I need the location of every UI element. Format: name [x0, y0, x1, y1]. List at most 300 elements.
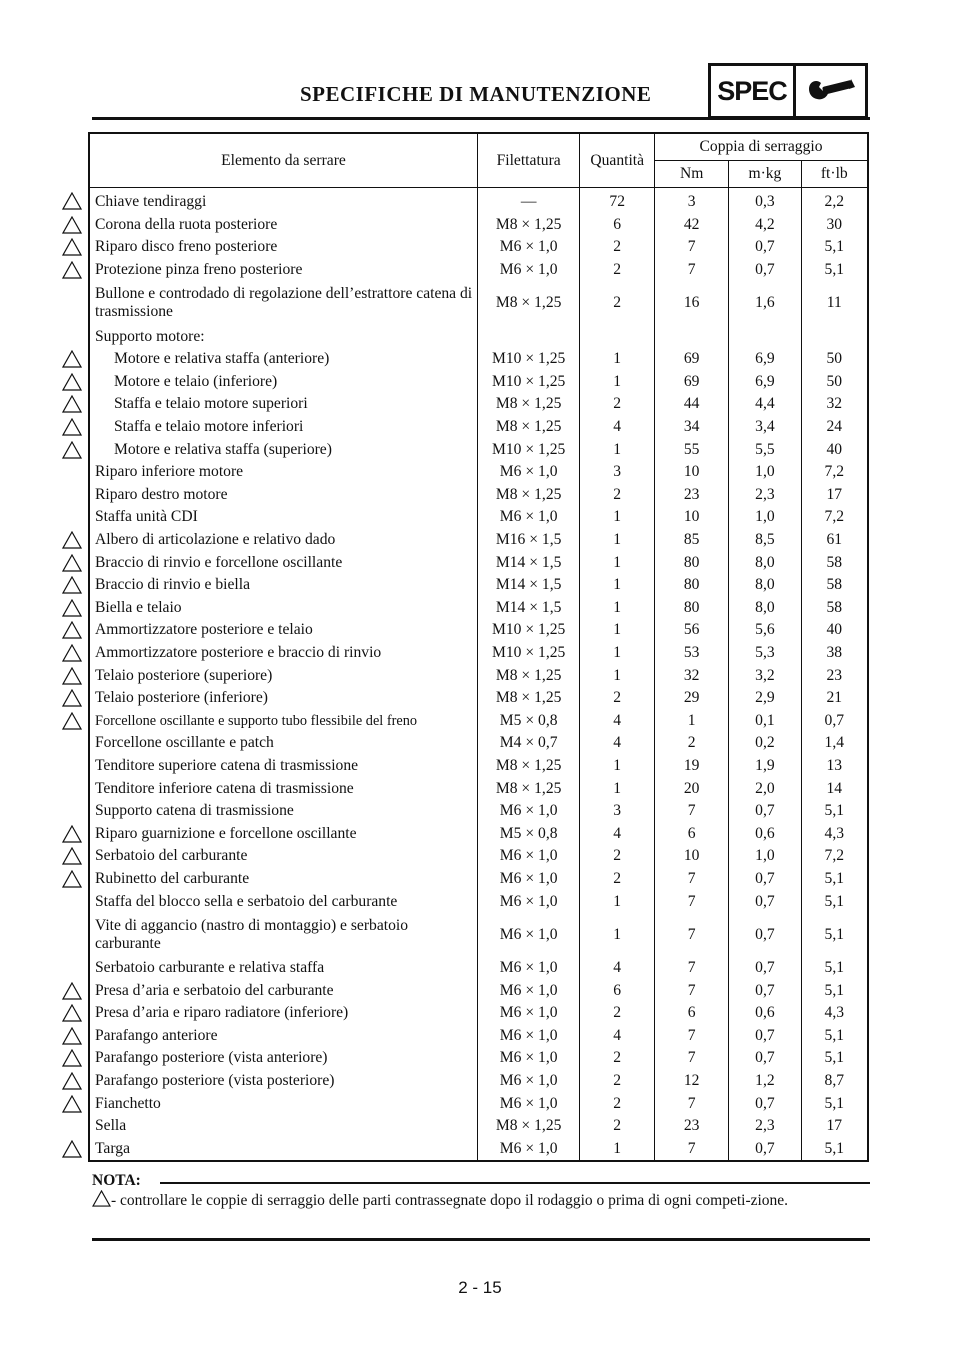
- col-header-mkg: m·kg: [729, 161, 801, 188]
- table-row: [89, 913, 868, 957]
- cell-nm: 10: [655, 845, 729, 868]
- cell-element: Riparo guarnizione e forcellone oscillante: [89, 822, 477, 845]
- cell-qty: 2: [580, 1115, 655, 1138]
- cell-qty: 2: [580, 1070, 655, 1093]
- cell-ftlb: 24: [801, 416, 868, 439]
- cell-nm: 85: [655, 529, 729, 552]
- cell-thread: M6 × 1,0: [477, 1138, 579, 1162]
- cell-thread: M8 × 1,25: [477, 755, 579, 778]
- triangle-mark-icon: [62, 373, 82, 391]
- cell-mkg: 0,1: [729, 709, 801, 732]
- cell-mkg: 3,2: [729, 664, 801, 687]
- cell-thread: M5 × 0,8: [477, 822, 579, 845]
- cell-element: Parafango anteriore: [89, 1025, 477, 1048]
- cell-nm: 3: [655, 188, 729, 214]
- cell-element: Motore e relativa staffa (superiore): [89, 438, 477, 461]
- cell-nm: 34: [655, 416, 729, 439]
- triangle-mark-icon: [62, 441, 82, 459]
- col-header-torque: Coppia di serraggio: [655, 133, 868, 161]
- triangle-mark-icon: [62, 350, 82, 368]
- cell-element: Riparo inferiore motore: [89, 461, 477, 484]
- cell-nm: 12: [655, 1070, 729, 1093]
- cell-qty: 1: [580, 890, 655, 913]
- cell-ftlb: 1,4: [801, 732, 868, 755]
- cell-mkg: 5,5: [729, 438, 801, 461]
- page-number: 2 - 15: [458, 1278, 502, 1297]
- cell-nm: 55: [655, 438, 729, 461]
- cell-qty: 1: [580, 664, 655, 687]
- mark-column: [62, 0, 86, 1358]
- cell-thread: M14 × 1,5: [477, 597, 579, 620]
- cell-qty: 1: [580, 371, 655, 394]
- cell-thread: M4 × 0,7: [477, 732, 579, 755]
- cell-nm: 69: [655, 371, 729, 394]
- cell-mkg: 1,0: [729, 845, 801, 868]
- cell-ftlb: 5,1: [801, 913, 868, 957]
- cell-nm: 7: [655, 236, 729, 259]
- cell-thread: M8 × 1,25: [477, 484, 579, 507]
- cell-nm: 19: [655, 755, 729, 778]
- cell-thread: M6 × 1,0: [477, 800, 579, 823]
- triangle-mark-icon: [62, 261, 82, 279]
- table-row: [89, 979, 868, 1002]
- cell-ftlb: 0,7: [801, 709, 868, 732]
- cell-thread: M6 × 1,0: [477, 1002, 579, 1025]
- cell-ftlb: 5,1: [801, 1025, 868, 1048]
- cell-mkg: 0,7: [729, 957, 801, 980]
- wrench-icon: [805, 75, 857, 111]
- cell-element: Albero di articolazione e relativo dado: [89, 529, 477, 552]
- cell-nm: 7: [655, 1025, 729, 1048]
- cell-element: Staffa unità CDI: [89, 506, 477, 529]
- cell-qty: 2: [580, 484, 655, 507]
- cell-thread: [477, 325, 579, 348]
- cell-ftlb: 61: [801, 529, 868, 552]
- col-header-ftlb: ft·lb: [801, 161, 868, 188]
- cell-element: Staffa del blocco sella e serbatoio del carburante: [89, 890, 477, 913]
- cell-mkg: 0,6: [729, 1002, 801, 1025]
- cell-ftlb: 5,1: [801, 259, 868, 282]
- cell-element: Biella e telaio: [89, 597, 477, 620]
- page-title: SPECIFICHE DI MANUTENZIONE: [300, 82, 652, 106]
- cell-mkg: 0,7: [729, 236, 801, 259]
- cell-ftlb: 8,7: [801, 1070, 868, 1093]
- cell-element: Vite di aggancio (nastro di montaggio) e serbatoio carburante: [89, 913, 477, 957]
- cell-qty: 2: [580, 393, 655, 416]
- table-row: [89, 597, 868, 620]
- cell-thread: M10 × 1,25: [477, 642, 579, 665]
- cell-nm: 42: [655, 214, 729, 237]
- cell-mkg: 1,6: [729, 281, 801, 325]
- cell-qty: 1: [580, 529, 655, 552]
- triangle-mark-icon: [62, 982, 82, 1000]
- cell-nm: 80: [655, 597, 729, 620]
- cell-qty: 4: [580, 416, 655, 439]
- cell-nm: 7: [655, 868, 729, 891]
- table-row: [89, 642, 868, 665]
- table-row: [89, 687, 868, 710]
- cell-nm: 80: [655, 551, 729, 574]
- cell-mkg: 0,7: [729, 1092, 801, 1115]
- table-row: [89, 957, 868, 980]
- triangle-mark-icon: [62, 531, 82, 549]
- cell-element: Forcellone oscillante e supporto tubo flessibile del freno: [89, 709, 477, 732]
- cell-ftlb: 50: [801, 348, 868, 371]
- cell-nm: 80: [655, 574, 729, 597]
- triangle-mark-icon: [62, 689, 82, 707]
- table-row: [89, 281, 868, 325]
- cell-ftlb: 38: [801, 642, 868, 665]
- triangle-mark-icon: [62, 644, 82, 662]
- cell-ftlb: 58: [801, 574, 868, 597]
- cell-mkg: 8,0: [729, 597, 801, 620]
- cell-ftlb: 5,1: [801, 890, 868, 913]
- cell-mkg: 1,0: [729, 506, 801, 529]
- cell-nm: 53: [655, 642, 729, 665]
- cell-thread: M10 × 1,25: [477, 619, 579, 642]
- cell-nm: 6: [655, 822, 729, 845]
- cell-thread: M6 × 1,0: [477, 890, 579, 913]
- cell-thread: M8 × 1,25: [477, 281, 579, 325]
- triangle-mark-icon: [62, 395, 82, 413]
- cell-nm: 16: [655, 281, 729, 325]
- cell-nm: [655, 325, 729, 348]
- cell-nm: 7: [655, 1092, 729, 1115]
- cell-nm: 10: [655, 461, 729, 484]
- cell-element: Staffa e telaio motore inferiori: [89, 416, 477, 439]
- table-row: [89, 214, 868, 237]
- cell-nm: 10: [655, 506, 729, 529]
- cell-mkg: 8,5: [729, 529, 801, 552]
- cell-element: Protezione pinza freno posteriore: [89, 259, 477, 282]
- table-row: [89, 1138, 868, 1162]
- col-header-element: Elemento da serrare: [89, 133, 477, 188]
- cell-ftlb: 7,2: [801, 506, 868, 529]
- triangle-mark-icon: [62, 621, 82, 639]
- cell-mkg: 0,7: [729, 979, 801, 1002]
- cell-nm: 7: [655, 979, 729, 1002]
- cell-ftlb: 5,1: [801, 979, 868, 1002]
- cell-mkg: 0,7: [729, 868, 801, 891]
- triangle-mark-icon: [62, 712, 82, 730]
- note-text: [92, 1190, 868, 1212]
- cell-ftlb: 58: [801, 597, 868, 620]
- cell-thread: M6 × 1,0: [477, 1025, 579, 1048]
- table-row: [89, 484, 868, 507]
- triangle-mark-icon: [62, 1072, 82, 1090]
- cell-element: Supporto motore:: [89, 325, 477, 348]
- cell-qty: 1: [580, 574, 655, 597]
- cell-thread: M6 × 1,0: [477, 957, 579, 980]
- cell-element: Fianchetto: [89, 1092, 477, 1115]
- cell-qty: 1: [580, 619, 655, 642]
- table-row: [89, 325, 868, 348]
- cell-ftlb: 4,3: [801, 1002, 868, 1025]
- cell-element: Corona della ruota posteriore: [89, 214, 477, 237]
- cell-element: Targa: [89, 1138, 477, 1162]
- cell-ftlb: 32: [801, 393, 868, 416]
- table-row: [89, 371, 868, 394]
- cell-element: Rubinetto del carburante: [89, 868, 477, 891]
- cell-element: Ammortizzatore posteriore e braccio di rinvio: [89, 642, 477, 665]
- cell-mkg: 0,7: [729, 890, 801, 913]
- cell-thread: M6 × 1,0: [477, 1092, 579, 1115]
- cell-qty: 4: [580, 732, 655, 755]
- triangle-mark-icon: [62, 1095, 82, 1113]
- cell-thread: M5 × 0,8: [477, 709, 579, 732]
- cell-element: Motore e relativa staffa (anteriore): [89, 348, 477, 371]
- cell-nm: 44: [655, 393, 729, 416]
- cell-element: Riparo destro motore: [89, 484, 477, 507]
- cell-nm: 7: [655, 259, 729, 282]
- cell-nm: 1: [655, 709, 729, 732]
- cell-ftlb: 17: [801, 1115, 868, 1138]
- cell-mkg: 2,9: [729, 687, 801, 710]
- table-row: [89, 890, 868, 913]
- cell-ftlb: 5,1: [801, 1047, 868, 1070]
- cell-mkg: 0,7: [729, 1047, 801, 1070]
- cell-mkg: 0,7: [729, 259, 801, 282]
- cell-element: Motore e telaio (inferiore): [89, 371, 477, 394]
- cell-qty: 2: [580, 845, 655, 868]
- cell-nm: 6: [655, 1002, 729, 1025]
- cell-element: Bullone e controdado di regolazione dell’estrattore catena di trasmissione: [89, 281, 477, 325]
- cell-qty: 2: [580, 1092, 655, 1115]
- cell-ftlb: 4,3: [801, 822, 868, 845]
- cell-element: Serbatoio carburante e relativa staffa: [89, 957, 477, 980]
- cell-element: Staffa e telaio motore superiori: [89, 393, 477, 416]
- cell-element: Parafango posteriore (vista anteriore): [89, 1047, 477, 1070]
- cell-nm: 7: [655, 1138, 729, 1162]
- cell-qty: 1: [580, 1138, 655, 1162]
- cell-element: Braccio di rinvio e forcellone oscillante: [89, 551, 477, 574]
- cell-qty: 1: [580, 913, 655, 957]
- table-row: [89, 777, 868, 800]
- cell-qty: 6: [580, 214, 655, 237]
- cell-thread: M14 × 1,5: [477, 574, 579, 597]
- table-row: [89, 1115, 868, 1138]
- col-header-thread: Filettatura: [477, 133, 579, 188]
- cell-element: Chiave tendiraggi: [89, 188, 477, 214]
- col-header-qty: Quantità: [580, 133, 655, 188]
- cell-qty: 4: [580, 1025, 655, 1048]
- table-row: [89, 1025, 868, 1048]
- cell-mkg: 4,2: [729, 214, 801, 237]
- cell-qty: 2: [580, 868, 655, 891]
- cell-mkg: 8,0: [729, 574, 801, 597]
- cell-qty: 2: [580, 259, 655, 282]
- cell-qty: 6: [580, 979, 655, 1002]
- cell-ftlb: 17: [801, 484, 868, 507]
- cell-thread: M8 × 1,25: [477, 687, 579, 710]
- cell-mkg: 0,7: [729, 800, 801, 823]
- table-row: [89, 438, 868, 461]
- cell-element: Parafango posteriore (vista posteriore): [89, 1070, 477, 1093]
- table-row: [89, 800, 868, 823]
- table-row: [89, 868, 868, 891]
- triangle-mark-icon: [62, 1049, 82, 1067]
- table-row: [89, 416, 868, 439]
- cell-thread: M6 × 1,0: [477, 913, 579, 957]
- cell-ftlb: 14: [801, 777, 868, 800]
- cell-nm: 32: [655, 664, 729, 687]
- cell-thread: M6 × 1,0: [477, 1070, 579, 1093]
- cell-thread: —: [477, 188, 579, 214]
- cell-element: Tenditore inferiore catena di trasmissione: [89, 777, 477, 800]
- cell-thread: M10 × 1,25: [477, 348, 579, 371]
- cell-thread: M8 × 1,25: [477, 393, 579, 416]
- cell-element: Forcellone oscillante e patch: [89, 732, 477, 755]
- cell-ftlb: 5,1: [801, 1092, 868, 1115]
- cell-qty: 2: [580, 236, 655, 259]
- table-row: [89, 664, 868, 687]
- cell-nm: 7: [655, 913, 729, 957]
- cell-mkg: 2,3: [729, 1115, 801, 1138]
- cell-thread: M6 × 1,0: [477, 461, 579, 484]
- cell-qty: 4: [580, 709, 655, 732]
- cell-element: Telaio posteriore (superiore): [89, 664, 477, 687]
- wrench-badge: [796, 63, 868, 119]
- torque-table: [88, 132, 869, 1162]
- cell-mkg: 0,7: [729, 1025, 801, 1048]
- cell-nm: 23: [655, 484, 729, 507]
- table-row: [89, 461, 868, 484]
- cell-element: Sella: [89, 1115, 477, 1138]
- table-row: [89, 822, 868, 845]
- cell-element: Ammortizzatore posteriore e telaio: [89, 619, 477, 642]
- cell-mkg: 3,4: [729, 416, 801, 439]
- triangle-mark-icon: [92, 1190, 111, 1207]
- cell-thread: M6 × 1,0: [477, 845, 579, 868]
- cell-ftlb: 5,1: [801, 957, 868, 980]
- cell-qty: 1: [580, 777, 655, 800]
- cell-nm: 20: [655, 777, 729, 800]
- table-row: [89, 551, 868, 574]
- cell-mkg: 4,4: [729, 393, 801, 416]
- cell-mkg: 2,0: [729, 777, 801, 800]
- cell-nm: 7: [655, 800, 729, 823]
- cell-ftlb: 30: [801, 214, 868, 237]
- cell-nm: 56: [655, 619, 729, 642]
- cell-mkg: [729, 325, 801, 348]
- cell-element: Serbatoio del carburante: [89, 845, 477, 868]
- cell-ftlb: 40: [801, 438, 868, 461]
- cell-mkg: 0,7: [729, 913, 801, 957]
- note-rule: [160, 1182, 870, 1184]
- triangle-mark-icon: [62, 216, 82, 234]
- cell-thread: M6 × 1,0: [477, 1047, 579, 1070]
- cell-ftlb: 5,1: [801, 800, 868, 823]
- triangle-mark-icon: [62, 825, 82, 843]
- cell-mkg: 5,6: [729, 619, 801, 642]
- triangle-mark-icon: [62, 576, 82, 594]
- cell-ftlb: 5,1: [801, 236, 868, 259]
- cell-qty: 1: [580, 642, 655, 665]
- cell-thread: M8 × 1,25: [477, 664, 579, 687]
- cell-element: Telaio posteriore (inferiore): [89, 687, 477, 710]
- cell-element: Presa d’aria e serbatoio del carburante: [89, 979, 477, 1002]
- cell-qty: 2: [580, 687, 655, 710]
- table-row: [89, 259, 868, 282]
- triangle-mark-icon: [62, 1140, 82, 1158]
- cell-qty: 72: [580, 188, 655, 214]
- cell-mkg: 0,6: [729, 822, 801, 845]
- triangle-mark-icon: [62, 599, 82, 617]
- cell-mkg: 5,3: [729, 642, 801, 665]
- table-row: [89, 845, 868, 868]
- cell-ftlb: [801, 325, 868, 348]
- table-row: [89, 529, 868, 552]
- spec-badge: SPEC: [708, 63, 796, 119]
- table-row: [89, 393, 868, 416]
- cell-ftlb: 21: [801, 687, 868, 710]
- cell-qty: 1: [580, 438, 655, 461]
- cell-element: Tenditore superiore catena di trasmissione: [89, 755, 477, 778]
- cell-qty: 2: [580, 281, 655, 325]
- cell-qty: 1: [580, 348, 655, 371]
- cell-thread: M8 × 1,25: [477, 416, 579, 439]
- cell-nm: 29: [655, 687, 729, 710]
- cell-mkg: 0,2: [729, 732, 801, 755]
- cell-thread: M10 × 1,25: [477, 371, 579, 394]
- table-row: [89, 619, 868, 642]
- table-row: [89, 1092, 868, 1115]
- table-row: [89, 709, 868, 732]
- cell-mkg: 8,0: [729, 551, 801, 574]
- triangle-mark-icon: [62, 238, 82, 256]
- cell-mkg: 0,3: [729, 188, 801, 214]
- cell-thread: M6 × 1,0: [477, 236, 579, 259]
- triangle-mark-icon: [62, 667, 82, 685]
- cell-nm: 69: [655, 348, 729, 371]
- table-row: [89, 1002, 868, 1025]
- table-row: [89, 1047, 868, 1070]
- note-bottom-rule: [92, 1238, 870, 1241]
- table-row: [89, 732, 868, 755]
- cell-thread: M14 × 1,5: [477, 551, 579, 574]
- cell-ftlb: 50: [801, 371, 868, 394]
- cell-nm: 23: [655, 1115, 729, 1138]
- cell-qty: 2: [580, 1002, 655, 1025]
- cell-mkg: 2,3: [729, 484, 801, 507]
- cell-qty: 1: [580, 597, 655, 620]
- cell-qty: 1: [580, 551, 655, 574]
- cell-thread: M6 × 1,0: [477, 979, 579, 1002]
- cell-thread: M8 × 1,25: [477, 1115, 579, 1138]
- cell-mkg: 0,7: [729, 1138, 801, 1162]
- triangle-mark-icon: [62, 1004, 82, 1022]
- cell-thread: M6 × 1,0: [477, 259, 579, 282]
- cell-qty: 3: [580, 461, 655, 484]
- torque-table-body: [89, 188, 868, 1162]
- cell-nm: 7: [655, 957, 729, 980]
- table-row: [89, 574, 868, 597]
- table-row: [89, 236, 868, 259]
- table-row: [89, 755, 868, 778]
- cell-ftlb: 13: [801, 755, 868, 778]
- cell-thread: M8 × 1,25: [477, 777, 579, 800]
- cell-thread: M8 × 1,25: [477, 214, 579, 237]
- triangle-mark-icon: [62, 1027, 82, 1045]
- table-row: [89, 1070, 868, 1093]
- cell-qty: 4: [580, 822, 655, 845]
- cell-nm: 7: [655, 890, 729, 913]
- triangle-mark-icon: [62, 418, 82, 436]
- cell-ftlb: 40: [801, 619, 868, 642]
- cell-ftlb: 2,2: [801, 188, 868, 214]
- cell-mkg: 1,0: [729, 461, 801, 484]
- cell-ftlb: 58: [801, 551, 868, 574]
